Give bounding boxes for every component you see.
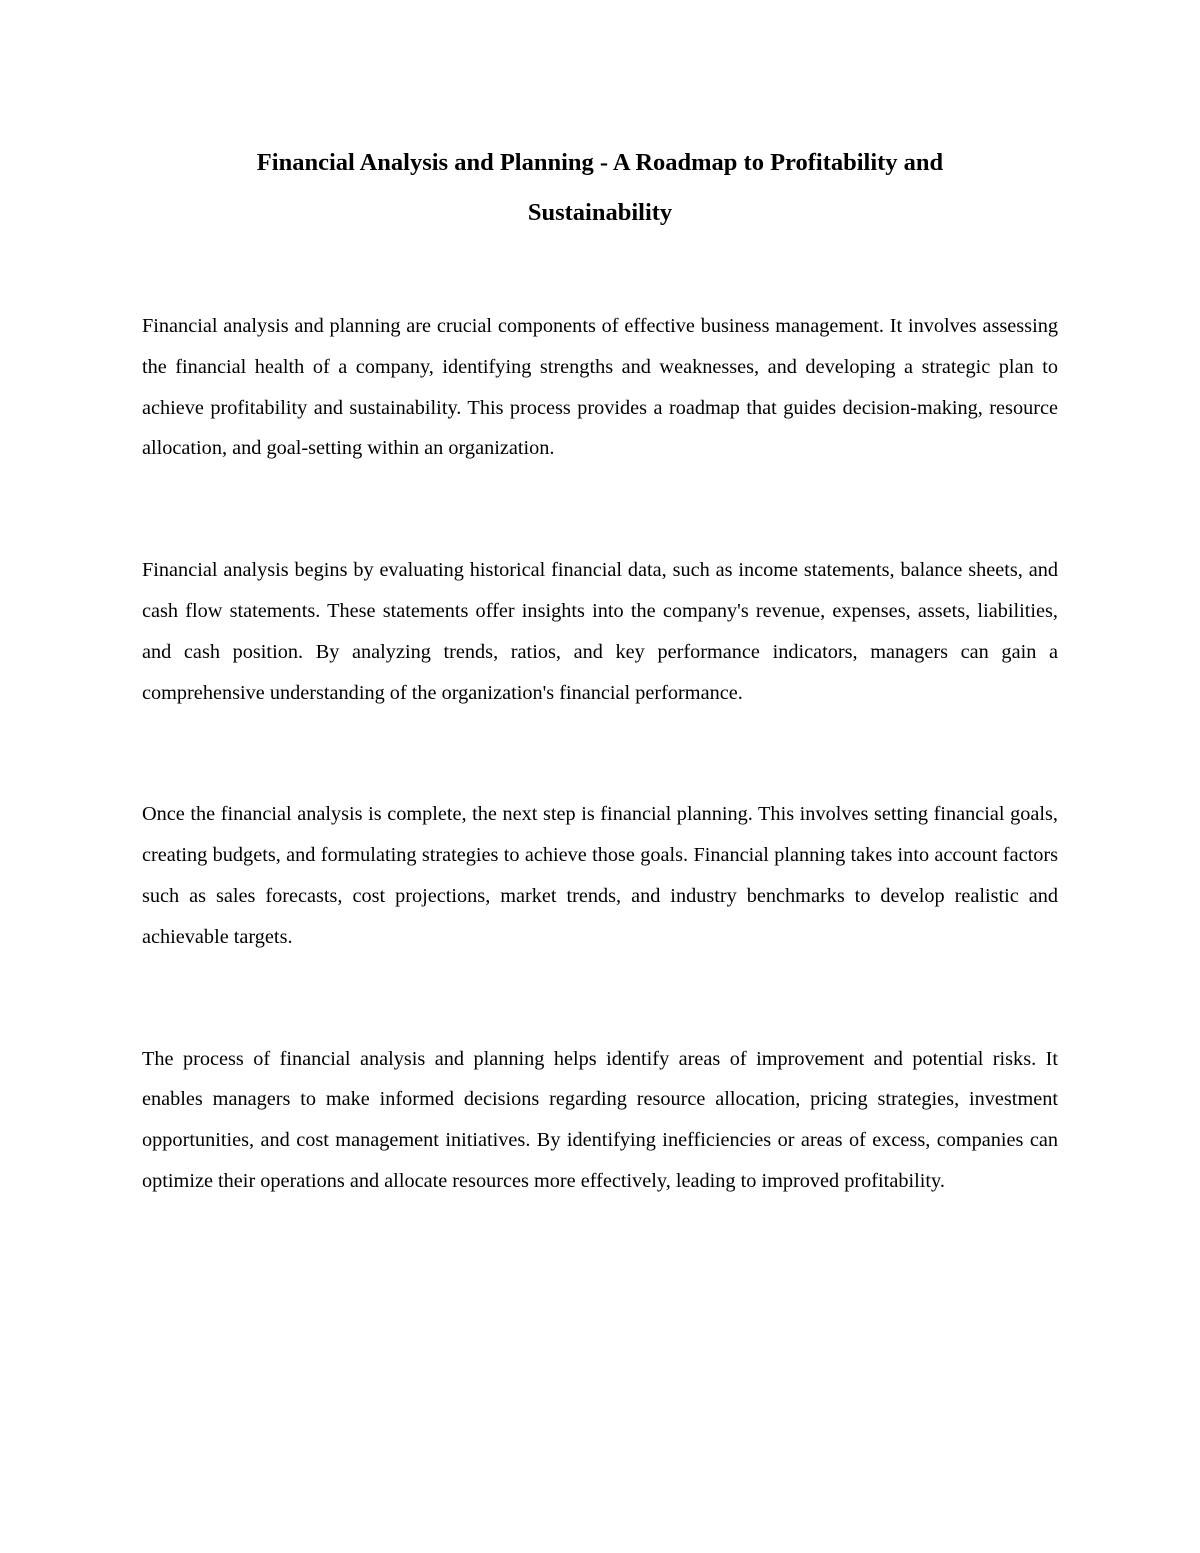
document-body bbox=[142, 138, 1058, 1202]
paragraph-financial-analysis: Financial analysis begins by evaluating historical financial data, such as income statements, balance sheets, and cash flow statements. These statements offer insights into the company's revenue, expenses, assets, liabilities, and cash position. By analyzing trends, ratios, and key performance indicators, managers can gain a comprehensive understanding of the organization's financial performance. bbox=[142, 559, 1058, 704]
paragraph-process-benefits: The process of financial analysis and planning helps identify areas of improvement and potential risks. It enables managers to make informed decisions regarding resource allocation, pricing strategies, investment opportunities, and cost management initiatives. By identifying inefficiencies or areas of excess, companies can optimize their operations and allocate resources more effectively, leading to improved profitability. bbox=[142, 1047, 1058, 1192]
document-title-line-1: Financial Analysis and Planning - A Roadmap to Profitability and bbox=[256, 149, 944, 176]
document-title-line-2: Sustainability bbox=[527, 199, 673, 226]
document-title bbox=[142, 138, 1058, 238]
paragraph-financial-planning: Once the financial analysis is complete, the next step is financial planning. This involves setting financial goals, creating budgets, and formulating strategies to achieve those goals. Financial planning takes into account factors such as sales forecasts, cost projections, market trends, and industry benchmarks to develop realistic and achievable targets. bbox=[142, 803, 1058, 948]
paragraph-intro: Financial analysis and planning are crucial components of effective business management. It involves assessing the financial health of a company, identifying strengths and weaknesses, and developing a strategic plan to achieve profitability and sustainability. This process provides a roadmap that guides decision-making, resource allocation, and goal-setting within an organization. bbox=[142, 315, 1058, 460]
